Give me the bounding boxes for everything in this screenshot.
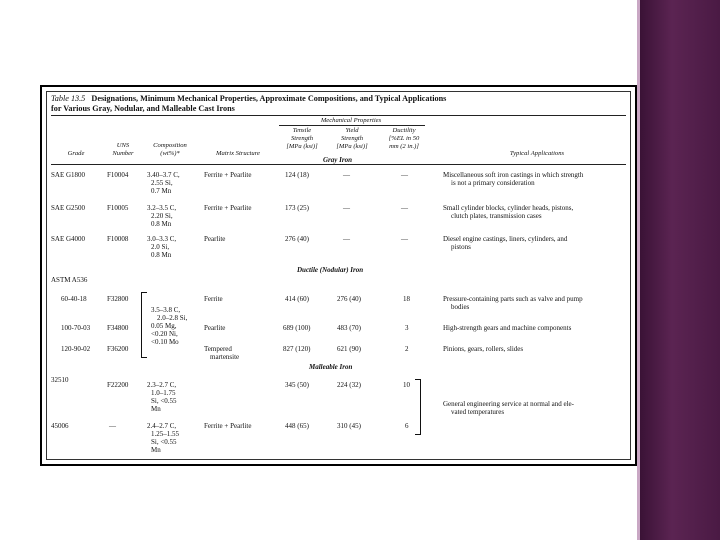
ductile-row-3-matrix-2: martensite xyxy=(210,353,240,361)
malleable-row-1-comp-2: 1.0–1.75 xyxy=(151,389,176,397)
slide-sidebar xyxy=(640,0,720,540)
malleable-row-2-matrix: Ferrite + Pearlite xyxy=(204,422,252,430)
malleable-row-2-ductility: 6 xyxy=(405,422,409,430)
col-ductility-3: mm (2 in.)] xyxy=(389,143,419,150)
gray-row-1-tensile: 124 (18) xyxy=(285,171,309,179)
ductile-comp-brace xyxy=(141,292,147,358)
ductile-comp-1: 3.5–3.8 C, xyxy=(151,306,181,314)
col-applications: Typical Applications xyxy=(509,150,565,157)
ductile-comp-3: 0.05 Mg, xyxy=(151,322,177,330)
col-tensile-3: [MPa (ksi)] xyxy=(286,143,318,150)
table-border xyxy=(46,91,631,460)
ductile-row-2-matrix: Pearlite xyxy=(204,324,226,332)
col-uns-2: Number xyxy=(112,150,134,157)
col-yield-3: [MPa (ksi)] xyxy=(336,143,368,150)
gray-row-3-grade: SAE G4000 xyxy=(51,235,86,243)
gray-row-3-comp-2: 2.0 Si, xyxy=(151,243,170,251)
gray-row-1-yield: — xyxy=(343,171,350,179)
sidebar-edge xyxy=(637,0,640,540)
col-tensile-2: Strength xyxy=(290,135,314,142)
gray-row-2-comp-3: 0.8 Mn xyxy=(151,220,172,228)
gray-row-2-grade: SAE G2500 xyxy=(51,204,86,212)
gray-row-3-uns: F10008 xyxy=(107,235,129,243)
ductile-row-2-app-1: High-strength gears and machine components xyxy=(443,324,572,332)
malleable-row-2-comp-3: Si, <0.55 xyxy=(151,438,177,446)
ductile-row-1-yield: 276 (40) xyxy=(337,295,361,303)
malleable-row-2-yield: 310 (45) xyxy=(337,422,361,430)
table-bottom-rule xyxy=(51,464,626,465)
malleable-row-1-comp-1: 2.3–2.7 C, xyxy=(147,381,177,389)
ductile-row-3-tensile: 827 (120) xyxy=(283,345,311,353)
col-matrix: Matrix Structure xyxy=(216,150,260,157)
ductile-row-3-ductility: 2 xyxy=(405,345,409,353)
col-ductility-1: Ductility xyxy=(392,127,416,134)
ductile-row-1-app-1: Pressure-containing parts such as valve and pump xyxy=(443,295,583,303)
group-header-underline xyxy=(279,125,425,126)
group-header-mechanical: Mechanical Properties xyxy=(320,117,382,124)
header-top-rule xyxy=(51,115,626,116)
malleable-row-1-comp-4: Mn xyxy=(151,405,161,413)
col-yield-2: Strength xyxy=(340,135,364,142)
gray-row-2-yield: — xyxy=(343,204,350,212)
malleable-row-2-comp-2: 1.25–1.55 xyxy=(151,430,179,438)
gray-row-2-app-1: Small cylinder blocks, cylinder heads, pistons, xyxy=(443,204,574,212)
col-tensile-1: Tensile xyxy=(292,127,312,134)
gray-row-1-matrix: Ferrite + Pearlite xyxy=(204,171,252,179)
header-bottom-rule xyxy=(51,164,626,165)
ductile-row-2-yield: 483 (70) xyxy=(337,324,361,332)
malleable-row-2-comp-4: Mn xyxy=(151,446,161,454)
ductile-row-3-yield: 621 (90) xyxy=(337,345,361,353)
gray-row-3-comp-3: 0.8 Mn xyxy=(151,251,172,259)
col-comp-2: (wt%)* xyxy=(160,150,180,157)
ductile-row-1-app-2: bodies xyxy=(451,303,470,311)
gray-row-3-matrix: Pearlite xyxy=(204,235,226,243)
table-title: Designations, Minimum Mechanical Properties, Approximate Compositions, and Typical Applications for Various Gray, Nodular, and Malleable Cast Irons xyxy=(51,94,447,113)
ductile-row-3-uns: F36200 xyxy=(107,345,129,353)
table-image-frame xyxy=(40,85,637,466)
gray-row-1-comp-3: 0.7 Mn xyxy=(151,187,172,195)
malleable-row-2-grade: 45006 xyxy=(51,422,69,430)
gray-row-1-app-2: is not a primary consideration xyxy=(451,179,535,187)
table-caption xyxy=(51,94,451,113)
section-gray-iron: Gray Iron xyxy=(323,156,352,164)
ductile-row-3-grade: 120-90-02 xyxy=(61,345,91,353)
gray-row-3-app-1: Diesel engine castings, liners, cylinders, and xyxy=(443,235,568,243)
gray-row-3-comp-1: 3.0–3.3 C, xyxy=(147,235,177,243)
malleable-row-1-comp-3: Si, <0.55 xyxy=(151,397,177,405)
ductile-comp-4: <0.20 Ni, xyxy=(151,330,178,338)
malleable-row-1-uns: F22200 xyxy=(107,381,129,389)
malleable-row-2-comp-1: 2.4–2.7 C, xyxy=(147,422,177,430)
gray-row-2-tensile: 173 (25) xyxy=(285,204,309,212)
gray-row-2-comp-2: 2.20 Si, xyxy=(151,212,173,220)
ductile-row-1-grade: 60-40-18 xyxy=(61,295,87,303)
gray-row-3-yield: — xyxy=(343,235,350,243)
section-malleable-iron: Malleable Iron xyxy=(309,363,353,371)
table-label: Table 13.5 xyxy=(51,94,86,103)
malleable-row-1-yield: 224 (32) xyxy=(337,381,361,389)
malleable-row-2-uns: — xyxy=(109,422,116,430)
ductile-spec: ASTM A536 xyxy=(51,276,88,284)
gray-row-1-app-1: Miscellaneous soft iron castings in which strength xyxy=(443,171,584,179)
malleable-app-1: General engineering service at normal and ele- xyxy=(443,400,574,408)
ductile-row-1-ductility: 18 xyxy=(403,295,410,303)
gray-row-1-ductility: — xyxy=(401,171,408,179)
gray-row-3-app-2: pistons xyxy=(451,243,471,251)
ductile-row-2-ductility: 3 xyxy=(405,324,409,332)
gray-row-2-matrix: Ferrite + Pearlite xyxy=(204,204,252,212)
ductile-row-1-uns: F32800 xyxy=(107,295,129,303)
ductile-row-1-matrix: Ferrite xyxy=(204,295,223,303)
malleable-row-1-grade: 32510 xyxy=(51,376,69,384)
gray-row-3-tensile: 276 (40) xyxy=(285,235,309,243)
ductile-row-3-app-1: Pinions, gears, rollers, slides xyxy=(443,345,524,353)
col-ductility-2: [%EL in 50 xyxy=(388,135,420,142)
col-uns-1: UNS xyxy=(116,142,130,149)
ductile-row-2-uns: F34800 xyxy=(107,324,129,332)
gray-row-2-ductility: — xyxy=(401,204,408,212)
malleable-app-brace xyxy=(415,379,421,435)
malleable-row-2-tensile: 448 (65) xyxy=(285,422,309,430)
gray-row-2-uns: F10005 xyxy=(107,204,129,212)
ductile-row-2-grade: 100-70-03 xyxy=(61,324,91,332)
malleable-row-1-tensile: 345 (50) xyxy=(285,381,309,389)
ductile-comp-2: 2.0–2.8 Si, xyxy=(157,314,188,322)
gray-row-1-grade: SAE G1800 xyxy=(51,171,86,179)
malleable-row-1-ductility: 10 xyxy=(403,381,410,389)
gray-row-3-ductility: — xyxy=(401,235,408,243)
section-ductile-iron: Ductile (Nodular) Iron xyxy=(297,266,364,274)
malleable-app-2: vated temperatures xyxy=(451,408,505,416)
col-comp-1: Composition xyxy=(153,142,187,149)
ductile-row-2-tensile: 689 (100) xyxy=(283,324,311,332)
gray-row-1-comp-2: 2.55 Si, xyxy=(151,179,173,187)
ductile-row-3-matrix-1: Tempered xyxy=(204,345,232,353)
ductile-comp-5: <0.10 Mo xyxy=(151,338,179,346)
ductile-row-1-tensile: 414 (60) xyxy=(285,295,309,303)
gray-row-2-comp-1: 3.2–3.5 C, xyxy=(147,204,177,212)
col-grade: Grade xyxy=(67,150,85,157)
col-yield-1: Yield xyxy=(345,127,359,134)
gray-row-2-app-2: clutch plates, transmission cases xyxy=(451,212,542,220)
gray-row-1-comp-1: 3.40–3.7 C, xyxy=(147,171,180,179)
gray-row-1-uns: F10004 xyxy=(107,171,129,179)
